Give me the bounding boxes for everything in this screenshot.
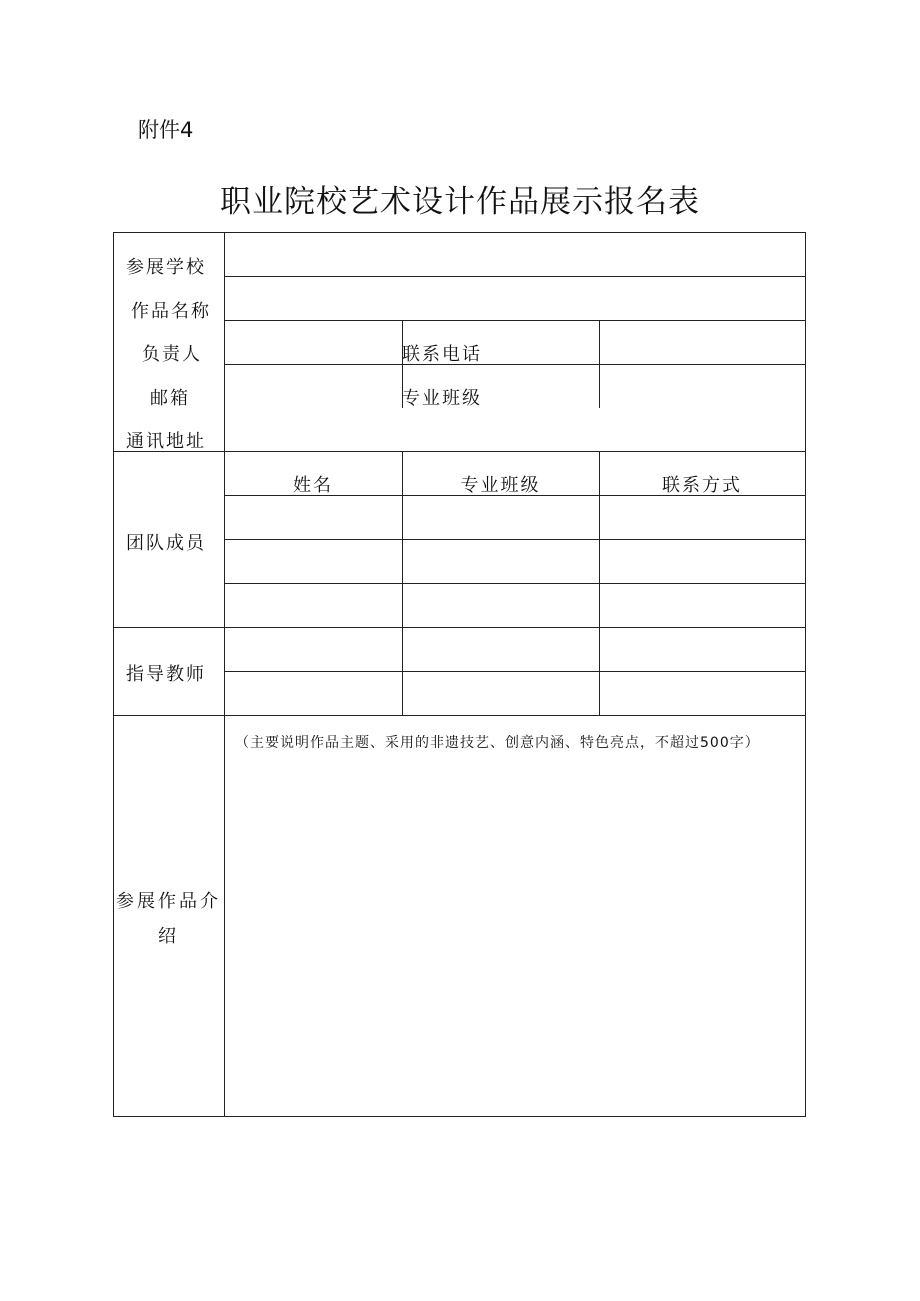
leader-label: 负责人 (142, 344, 202, 365)
email-label: 邮箱 (150, 388, 190, 409)
section-rule (113, 627, 806, 628)
intro-label-line1: 参展作品介 (116, 891, 221, 912)
attachment-label: 附件4 (138, 118, 194, 142)
teacher-name-field[interactable] (225, 628, 402, 671)
phone-field[interactable] (600, 321, 805, 364)
intro-label-line2: 绍 (158, 926, 179, 947)
email-field[interactable] (225, 365, 402, 408)
address-field[interactable] (225, 408, 805, 451)
team-member-name-field[interactable] (225, 540, 402, 583)
section-rule (113, 451, 806, 452)
leader-field[interactable] (225, 321, 402, 364)
intro-label (113, 884, 224, 954)
section-rule (113, 715, 806, 716)
school-label: 参展学校 (126, 257, 206, 278)
major-class-label: 专业班级 (402, 388, 482, 409)
team-col-contact: 联系方式 (662, 475, 742, 496)
team-col-major-class: 专业班级 (460, 475, 541, 496)
team-member-name-field[interactable] (225, 584, 402, 627)
work-name-field[interactable] (225, 277, 805, 320)
work-name-label: 作品名称 (131, 301, 211, 322)
phone-label: 联系电话 (402, 344, 482, 365)
teacher-name-field[interactable] (225, 672, 402, 715)
team-member-name-field[interactable] (225, 496, 402, 539)
intro-text-field[interactable] (225, 756, 805, 1115)
table-border-bottom (113, 1116, 806, 1117)
team-col-name: 姓名 (293, 475, 333, 496)
team-members-label: 团队成员 (126, 533, 206, 554)
registration-form-table (113, 232, 806, 1116)
school-field[interactable] (225, 233, 805, 276)
major-class-field[interactable] (600, 365, 805, 408)
intro-hint: （主要说明作品主题、采用的非遗技艺、创意内涵、特色亮点，不超过500字） (235, 735, 760, 751)
table-border-left (113, 232, 114, 1116)
teacher-label: 指导教师 (126, 664, 206, 685)
page-title: 职业院校艺术设计作品展示报名表 (220, 184, 700, 220)
address-label: 通讯地址 (126, 431, 206, 452)
